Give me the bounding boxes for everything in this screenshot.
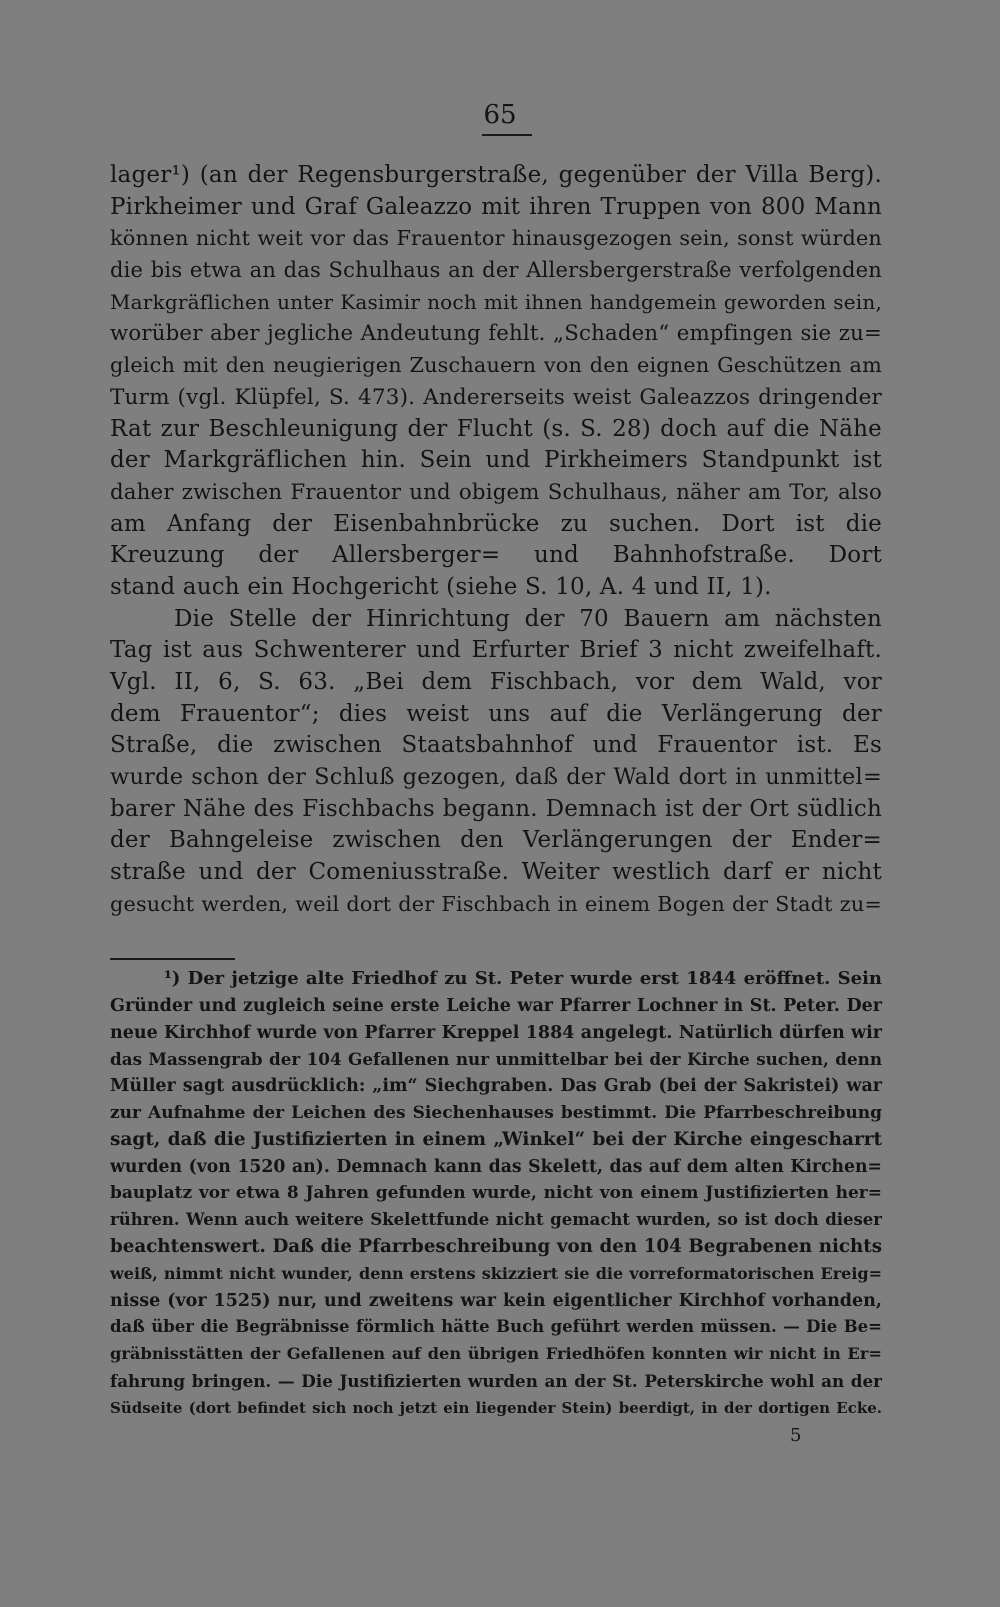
footnote-line: gräbnisstätten der Gefallenen auf den übrigen Friedhöfen konnten wir nicht in Er=: [110, 1344, 882, 1364]
footnote-line: nisse (vor 1525) nur, und zweitens war kein eigentlicher Kirchhof vorhanden,: [110, 1290, 882, 1311]
footnote-line: sagt, daß die Justifizierten in einem „Winkel“ bei der Kirche eingescharrt: [110, 1128, 882, 1150]
footnote-line: ¹) Der jetzige alte Friedhof zu St. Peter wurde erst 1844 eröffnet. Sein: [164, 968, 882, 989]
footnote-line: fahrung bringen. — Die Justifizierten wurden an der St. Peterskirche wohl an der: [110, 1370, 882, 1391]
text-line: Rat zur Beschleunigung der Flucht (s. S. 28) doch auf die Nähe: [110, 415, 882, 442]
text-line: Vgl. II, 6, S. 63. „Bei dem Fischbach, vor dem Wald, vor: [110, 669, 882, 695]
text-line: Tag ist aus Schwenterer und Erfurter Brief 3 nicht zweifelhaft.: [110, 637, 882, 664]
text-line: Pirkheimer und Graf Galeazzo mit ihren Truppen von 800 Mann: [110, 193, 882, 220]
text-line: Kreuzung der Allersberger= und Bahnhofstraße. Dort: [110, 542, 882, 569]
text-line: gesucht werden, weil dort der Fischbach in einem Bogen der Stadt zu=: [110, 891, 882, 916]
text-line: straße und der Comeniusstraße. Weiter westlich darf er nicht: [110, 859, 882, 886]
page-number: 65: [483, 100, 517, 130]
text-line: am Anfang der Eisenbahnbrücke zu suchen. Dort ist die: [110, 510, 882, 537]
main-text: [110, 160, 882, 921]
text-line: daher zwischen Frauentor und obigem Schulhaus, näher am Tor, also: [110, 479, 882, 505]
text-line: die bis etwa an das Schulhaus an der Allersbergerstraße verfolgenden: [110, 258, 882, 283]
text-line: können nicht weit vor das Frauentor hinausgezogen sein, sonst würden: [110, 226, 882, 251]
footnote-line: zur Aufnahme der Leichen des Siechenhauses bestimmt. Die Pfarrbeschreibung: [110, 1102, 882, 1123]
footnote-line: neue Kirchhof wurde von Pfarrer Kreppel 1884 angelegt. Natürlich dürfen wir: [110, 1022, 882, 1043]
footnote-rule: [110, 958, 235, 960]
text-line: wurde schon der Schluß gezogen, daß der Wald dort in unmittel=: [110, 764, 882, 791]
footnote: [110, 966, 882, 1422]
text-line: gleich mit den neugierigen Zuschauern von den eignen Geschützen am: [110, 353, 882, 378]
text-line: worüber aber jegliche Andeutung fehlt. „Schaden“ empfingen sie zu=: [110, 321, 882, 347]
footnote-line: Gründer und zugleich seine erste Leiche war Pfarrer Lochner in St. Peter. Der: [110, 995, 882, 1016]
footnote-line: das Massengrab der 104 Gefallenen nur unmittelbar bei der Kirche suchen, denn: [110, 1049, 882, 1070]
text-line: dem Frauentor“; dies weist uns auf die Verlängerung der: [110, 700, 882, 727]
text-line: lager¹) (an der Regensburgerstraße, gegenüber der Villa Berg).: [110, 162, 882, 188]
text-line: der Markgräflichen hin. Sein und Pirkheimers Standpunkt ist: [110, 447, 882, 474]
text-line: Straße, die zwischen Staatsbahnhof und Frauentor ist. Es: [110, 732, 882, 759]
text-line: stand auch ein Hochgericht (siehe S. 10, A. 4 und II, 1).: [110, 573, 772, 600]
footnote-line: beachtenswert. Daß die Pfarrbeschreibung von den 104 Begrabenen nichts: [110, 1235, 882, 1257]
footnote-line: Müller sagt ausdrücklich: „im“ Siechgraben. Das Grab (bei der Sakristei) war: [110, 1076, 882, 1097]
footnote-line: bauplatz vor etwa 8 Jahren gefunden wurde, nicht von einem Justifizierten her=: [110, 1183, 882, 1204]
page-number-rule: [482, 134, 532, 136]
text-line: Markgräflichen unter Kasimir noch mit ihnen handgemein geworden sein,: [110, 289, 882, 314]
footnote-line: weiß, nimmt nicht wunder, denn erstens skizziert sie die vorreformatorischen Ereig=: [110, 1263, 882, 1283]
footnote-line: Südseite (dort befindet sich noch jetzt ein liegender Stein) beerdigt, in der dortigen Ecke.: [110, 1398, 882, 1417]
signature-mark: 5: [790, 1425, 802, 1446]
text-line: Die Stelle der Hinrichtung der 70 Bauern am nächsten: [174, 605, 882, 632]
text-line: der Bahngeleise zwischen den Verlängerungen der Ender=: [110, 827, 882, 854]
footnote-line: wurden (von 1520 an). Demnach kann das Skelett, das auf dem alten Kirchen=: [110, 1156, 882, 1177]
text-line: barer Nähe des Fischbachs begann. Demnach ist der Ort südlich: [110, 795, 882, 822]
footnote-line: rühren. Wenn auch weitere Skelettfunde nicht gemacht wurden, so ist doch dieser: [110, 1210, 882, 1230]
text-line: Turm (vgl. Klüpfel, S. 473). Andererseits weist Galeazzos dringender: [110, 384, 882, 410]
footnote-line: daß über die Begräbnisse förmlich hätte Buch geführt werden müssen. — Die Be=: [110, 1317, 882, 1337]
